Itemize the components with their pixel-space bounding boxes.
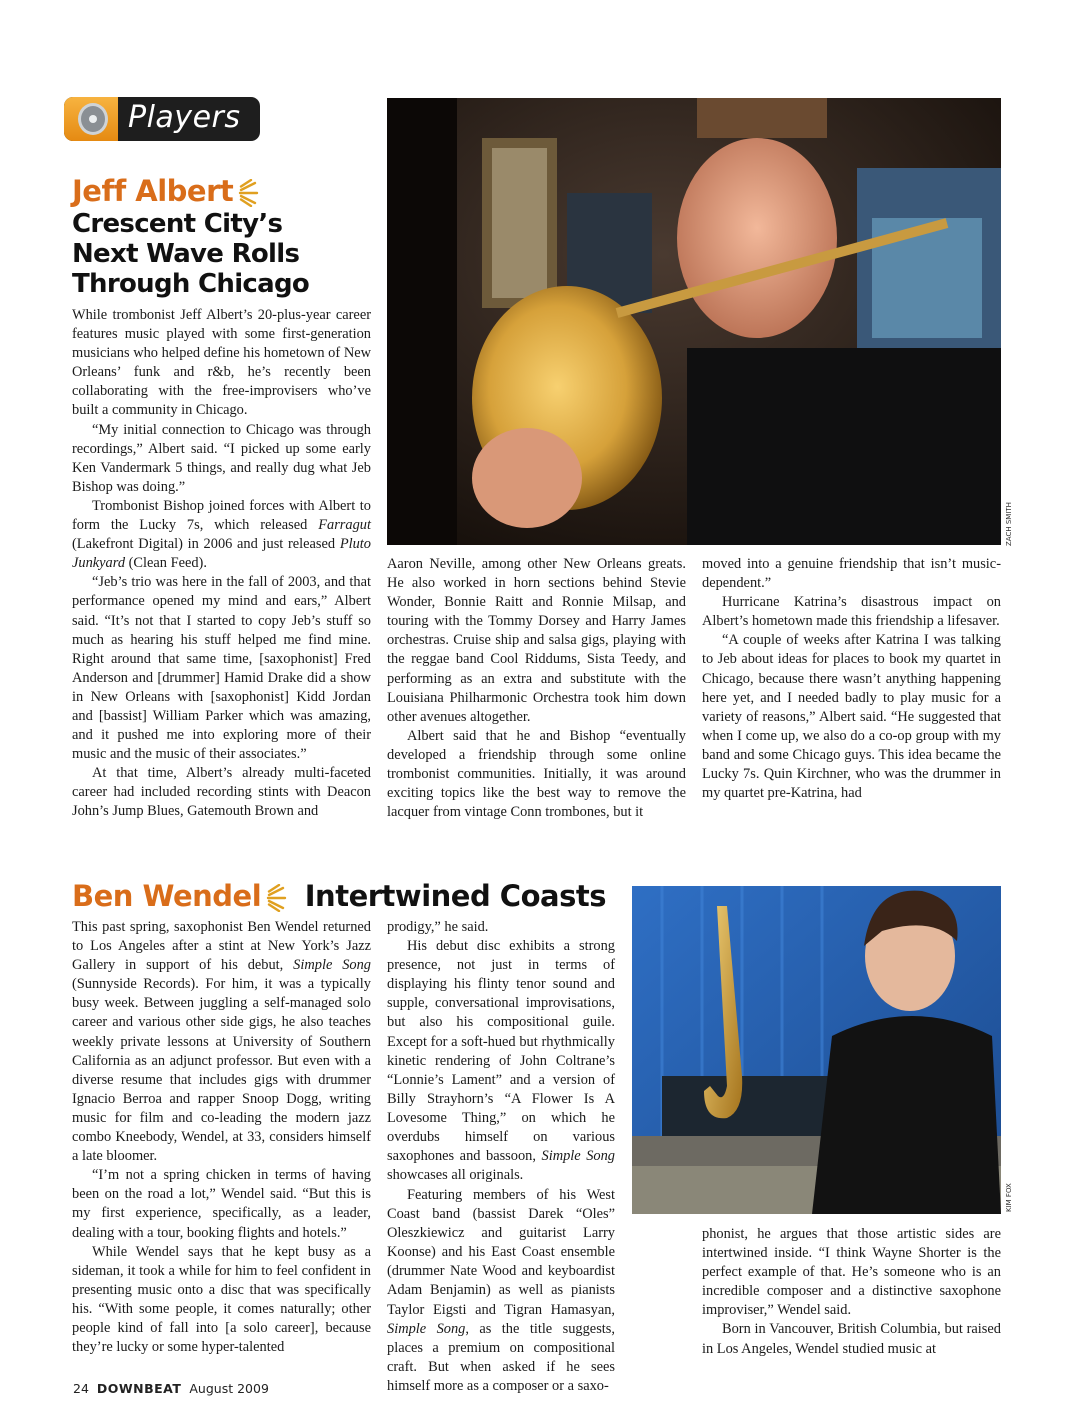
burst-icon [265,884,287,912]
section-tab [64,97,260,141]
paragraph: Hurricane Katrina’s disastrous impact on Albert’s hometown made this friendship a lifesaver. [702,594,1001,630]
paragraph: moved into a genuine friendship that isn’t music-dependent.” [702,556,1001,592]
paragraph: Albert said that he and Bishop “eventually developed a friendship through some online trombonist communities. Initially, it was around exciting topics like the best way to remove the lacquer from vintage Conn trombones, but it [387,727,686,821]
paragraph: His debut disc exhibits a strong presence, not just in terms of displaying his flinty tenor sound and supple, conversational improvisations, but also his compositional guile. Except for a soft-hued but rhythmically kinetic rendering of John Coltrane’s “Lonnie’s Lament” and a version of Billy Strayhorn’s “A Flower Is A Lovesome Thing,” on which he overdubs himself on various saxophones and bassoon, Simple Song showcases all originals. [387,938,616,1184]
paragraph: This past spring, saxophonist Ben Wendel returned to Los Angeles after a stint at New York’s Jazz Gallery in support of his debut, Simple Song (Sunnyside Records). For him, it was a typically busy week. Between juggling a self-managed solo career and various other side gigs, he also teaches weekly private lessons at University of Southern California as an adjunct professor. But even with a diverse resume that includes gigs with drummer Ignacio Berroa and rapper Snoop Dogg, writing music for film and co-leading the modern jazz combo Kneebody, Wendel, at 33, considers himself a late bloomer. [72,919,372,1165]
paragraph: While trombonist Jeff Albert’s 20-plus-year career features music played with some first-generation musicians who helped define his hometown of New Orleans’ funk and r&b, he’s recently been collaborating with the free-improvisers who’ve built a community in Chicago. [72,307,371,419]
magazine-name: DOWNBEAT [96,1381,182,1396]
photo-credit: ZACH SMITH [1005,502,1013,546]
article2-name: Ben Wendel [72,879,262,913]
paragraph: “A couple of weeks after Katrina I was talking to Jeb about ideas for places to book my quartet in Chicago, because there wasn’t anything happening here yet, and I needed badly to play music for a variety of reasons,” Albert said. “He suggested that when I come up, we also do a co-op group with my band and some Chicago guys. This idea became the Lucky 7s. Quin Kirchner, who was the drummer in my quartet pre-Katrina, had [702,632,1001,802]
headline-line: Next Wave Rolls [72,239,300,269]
article1-column-3 [702,555,1001,803]
article2-heading [72,879,606,913]
issue-date: August 2009 [189,1381,269,1396]
paragraph: “My initial connection to Chicago was through recordings,” Albert said. “I picked up some early Ken Vandermark 5 things, and really dug what Jeb Bishop was doing.” [72,421,371,495]
paragraph: “Jeb’s trio was here in the fall of 2003, and that performance opened my mind and ears,” Albert said. “It’s not that I started to copy Jeb’s stuff so much as hearing his stuff helped me find mine. Right around that same time, [saxophonist] Fred Anderson and [drummer] Hamid Drake did a show in New Orleans with [saxophonist] Kidd Jordan and [bassist] William Parker which was amazing, and it pushed me into exploring more of their music and the music of their associates.” [72,574,371,763]
headline-line: Crescent City’s [72,209,283,239]
jeff-albert-photo [387,98,1001,545]
article2-column-1 [72,918,371,1357]
paragraph: Trombonist Bishop joined forces with Albert to form the Lucky 7s, which released Farragut (Lakefront Digital) in 2006 and just released Pluto Junkyard (Clean Feed). [72,497,371,572]
article2-headline: Intertwined Coasts [304,879,606,913]
page-number: 24 [73,1381,89,1396]
article2-column-2 [387,918,615,1185]
article1-column-1 [72,306,371,822]
article1-column-2 [387,555,686,822]
photo-credit: KIM FOX [1005,1183,1013,1212]
section-label: Players [128,100,241,135]
burst-icon [237,179,259,207]
page-footer [73,1381,269,1396]
paragraph: prodigy,” he said. [387,919,489,935]
paragraph: At that time, Albert’s already multi-faceted career had included recording stints with Deacon John’s Jump Blues, Gatemouth Brown and [72,765,371,820]
paragraph: Born in Vancouver, British Columbia, but raised in Los Angeles, Wendel studied music at [702,1321,1001,1357]
ben-wendel-photo [632,886,1001,1214]
article2-column-2b [387,1186,686,1396]
paragraph: “I’m not a spring chicken in terms of having been on the road a lot,” Wendel said. “But this is my first experience, specifically, as a leader, dealing with a tour, booking flights and hotels.” [72,1167,371,1241]
article1-headline [72,209,372,299]
paragraph: Featuring members of his West Coast band (bassist Darek “Oles” Oleszkiewicz and guitarist Larry Koonse) and his East Coast ensemble (drummer Nate Wood and keyboardist Adam Benjamin) as well as pianists Taylor Eigsti and Tigran Hamasyan, Simple Song, as the title suggests, places a premium on compositional craft. But when asked if he sees himself more as a composer or a saxo- [387,1187,615,1394]
paragraph: While Wendel says that he kept busy as a sideman, it took a while for him to feel confident in presenting music onto a disc that was specifically his. “With some people, it comes naturally; other people kind of fall into [a solo career], because they’re lucky or some hyper-talented [72,1243,371,1356]
drum-icon [64,97,118,141]
paragraph: phonist, he argues that those artistic sides are intertwined inside. “I think Wayne Shorter is the perfect example of that. He’s someone who is an incredible composer and a distinctive saxophone improviser,” Wendel said. [702,1226,1001,1319]
headline-line: Through Chicago [72,269,310,299]
article2-column-3 [702,1225,1001,1359]
article1-name: Jeff Albert [72,174,259,208]
paragraph: Aaron Neville, among other New Orleans greats. He also worked in horn sections behind Stevie Wonder, Bonnie Raitt and Ronnie Milsap, and touring with the Tommy Dorsey and Harry James orchestras. Cruise ship and salsa gigs, playing with the reggae band Cool Riddums, Sista Teedy, and performing as an extra and substitute with the Louisiana Philharmonic Orchestra took him down other avenues altogether. [387,556,686,725]
